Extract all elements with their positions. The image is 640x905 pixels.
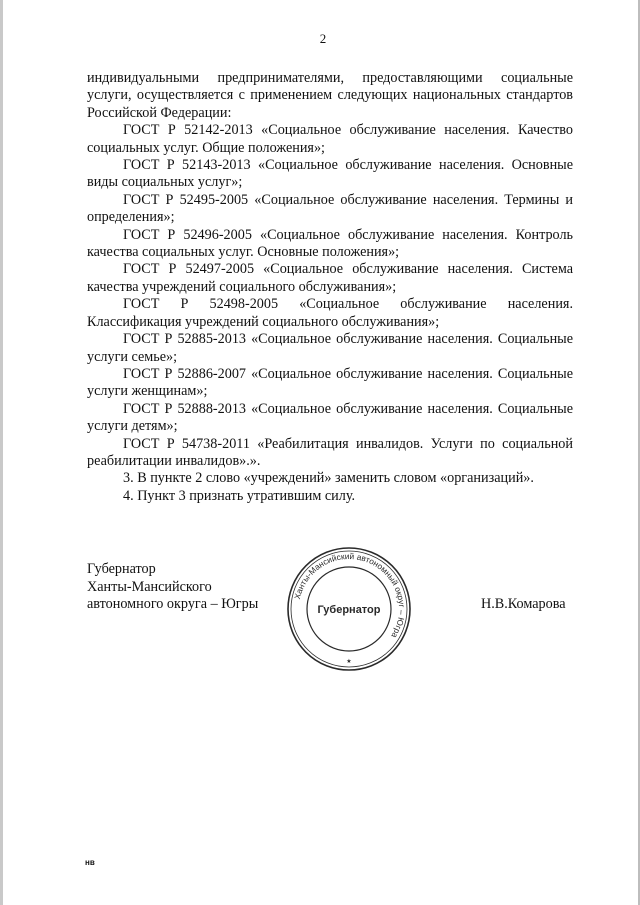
document-body (87, 70, 573, 505)
signer-title-line3: автономного округа – Югры (87, 596, 259, 613)
seal-star-icon: ★ (346, 658, 352, 665)
official-seal (286, 546, 412, 672)
paragraph-gost-52496: ГОСТ Р 52496-2005 «Социальное обслуживание населения. Контроль качества социальных услуг. Основные положения»; (87, 226, 573, 261)
paragraph-intro: индивидуальными предпринимателями, предоставляющими социальные услуги, осуществляется с применением следующих национальных стандартов Российской Федерации: (87, 70, 573, 121)
paragraph-gost-52888: ГОСТ Р 52888-2013 «Социальное обслуживание населения. Социальные услуги детям»; (87, 400, 573, 435)
page-number: 2 (319, 31, 327, 46)
paragraph-gost-52495: ГОСТ Р 52495-2005 «Социальное обслуживание населения. Термины и определения»; (87, 191, 573, 226)
paragraph-item-4: 4. Пункт 3 признать утратившим силу. (123, 487, 356, 504)
paragraph-gost-52143: ГОСТ Р 52143-2013 «Социальное обслуживание населения. Основные виды социальных услуг»; (87, 157, 573, 191)
paragraph-gost-52885: ГОСТ Р 52885-2013 «Социальное обслуживание населения. Социальные услуги семье»; (87, 331, 573, 365)
signer-name: Н.В.Комарова (481, 596, 566, 612)
footer-code: нв (85, 858, 95, 867)
paragraph-gost-52886: ГОСТ Р 52886-2007 «Социальное обслуживание населения. Социальные услуги женщинам»; (87, 365, 573, 400)
seal-ring-text: Ханты-Мансийский автономный округ – Югра (292, 550, 408, 641)
signer-title-line2: Ханты-Мансийского (87, 578, 212, 595)
paragraph-item-3: 3. В пункте 2 слово «учреждений» заменить словом «организаций». (123, 470, 534, 487)
paragraph-gost-52498: ГОСТ Р 52498-2005 «Социальное обслуживание населения. Классификация учреждений социального обслуживания»; (87, 296, 573, 330)
paragraph-gost-52142: ГОСТ Р 52142-2013 «Социальное обслуживание населения. Качество социальных услуг. Общие положения»; (87, 122, 573, 156)
seal-center-text: Губернатор (317, 604, 381, 616)
signature-block (87, 561, 258, 614)
signer-title-line1: Губернатор (87, 561, 156, 577)
paragraph-gost-54738: ГОСТ Р 54738-2011 «Реабилитация инвалидов. Услуги по социальной реабилитации инвалидов».». (87, 435, 573, 469)
paragraph-gost-52497: ГОСТ Р 52497-2005 «Социальное обслуживание населения. Система качества учреждений социального обслуживания»; (87, 261, 573, 295)
